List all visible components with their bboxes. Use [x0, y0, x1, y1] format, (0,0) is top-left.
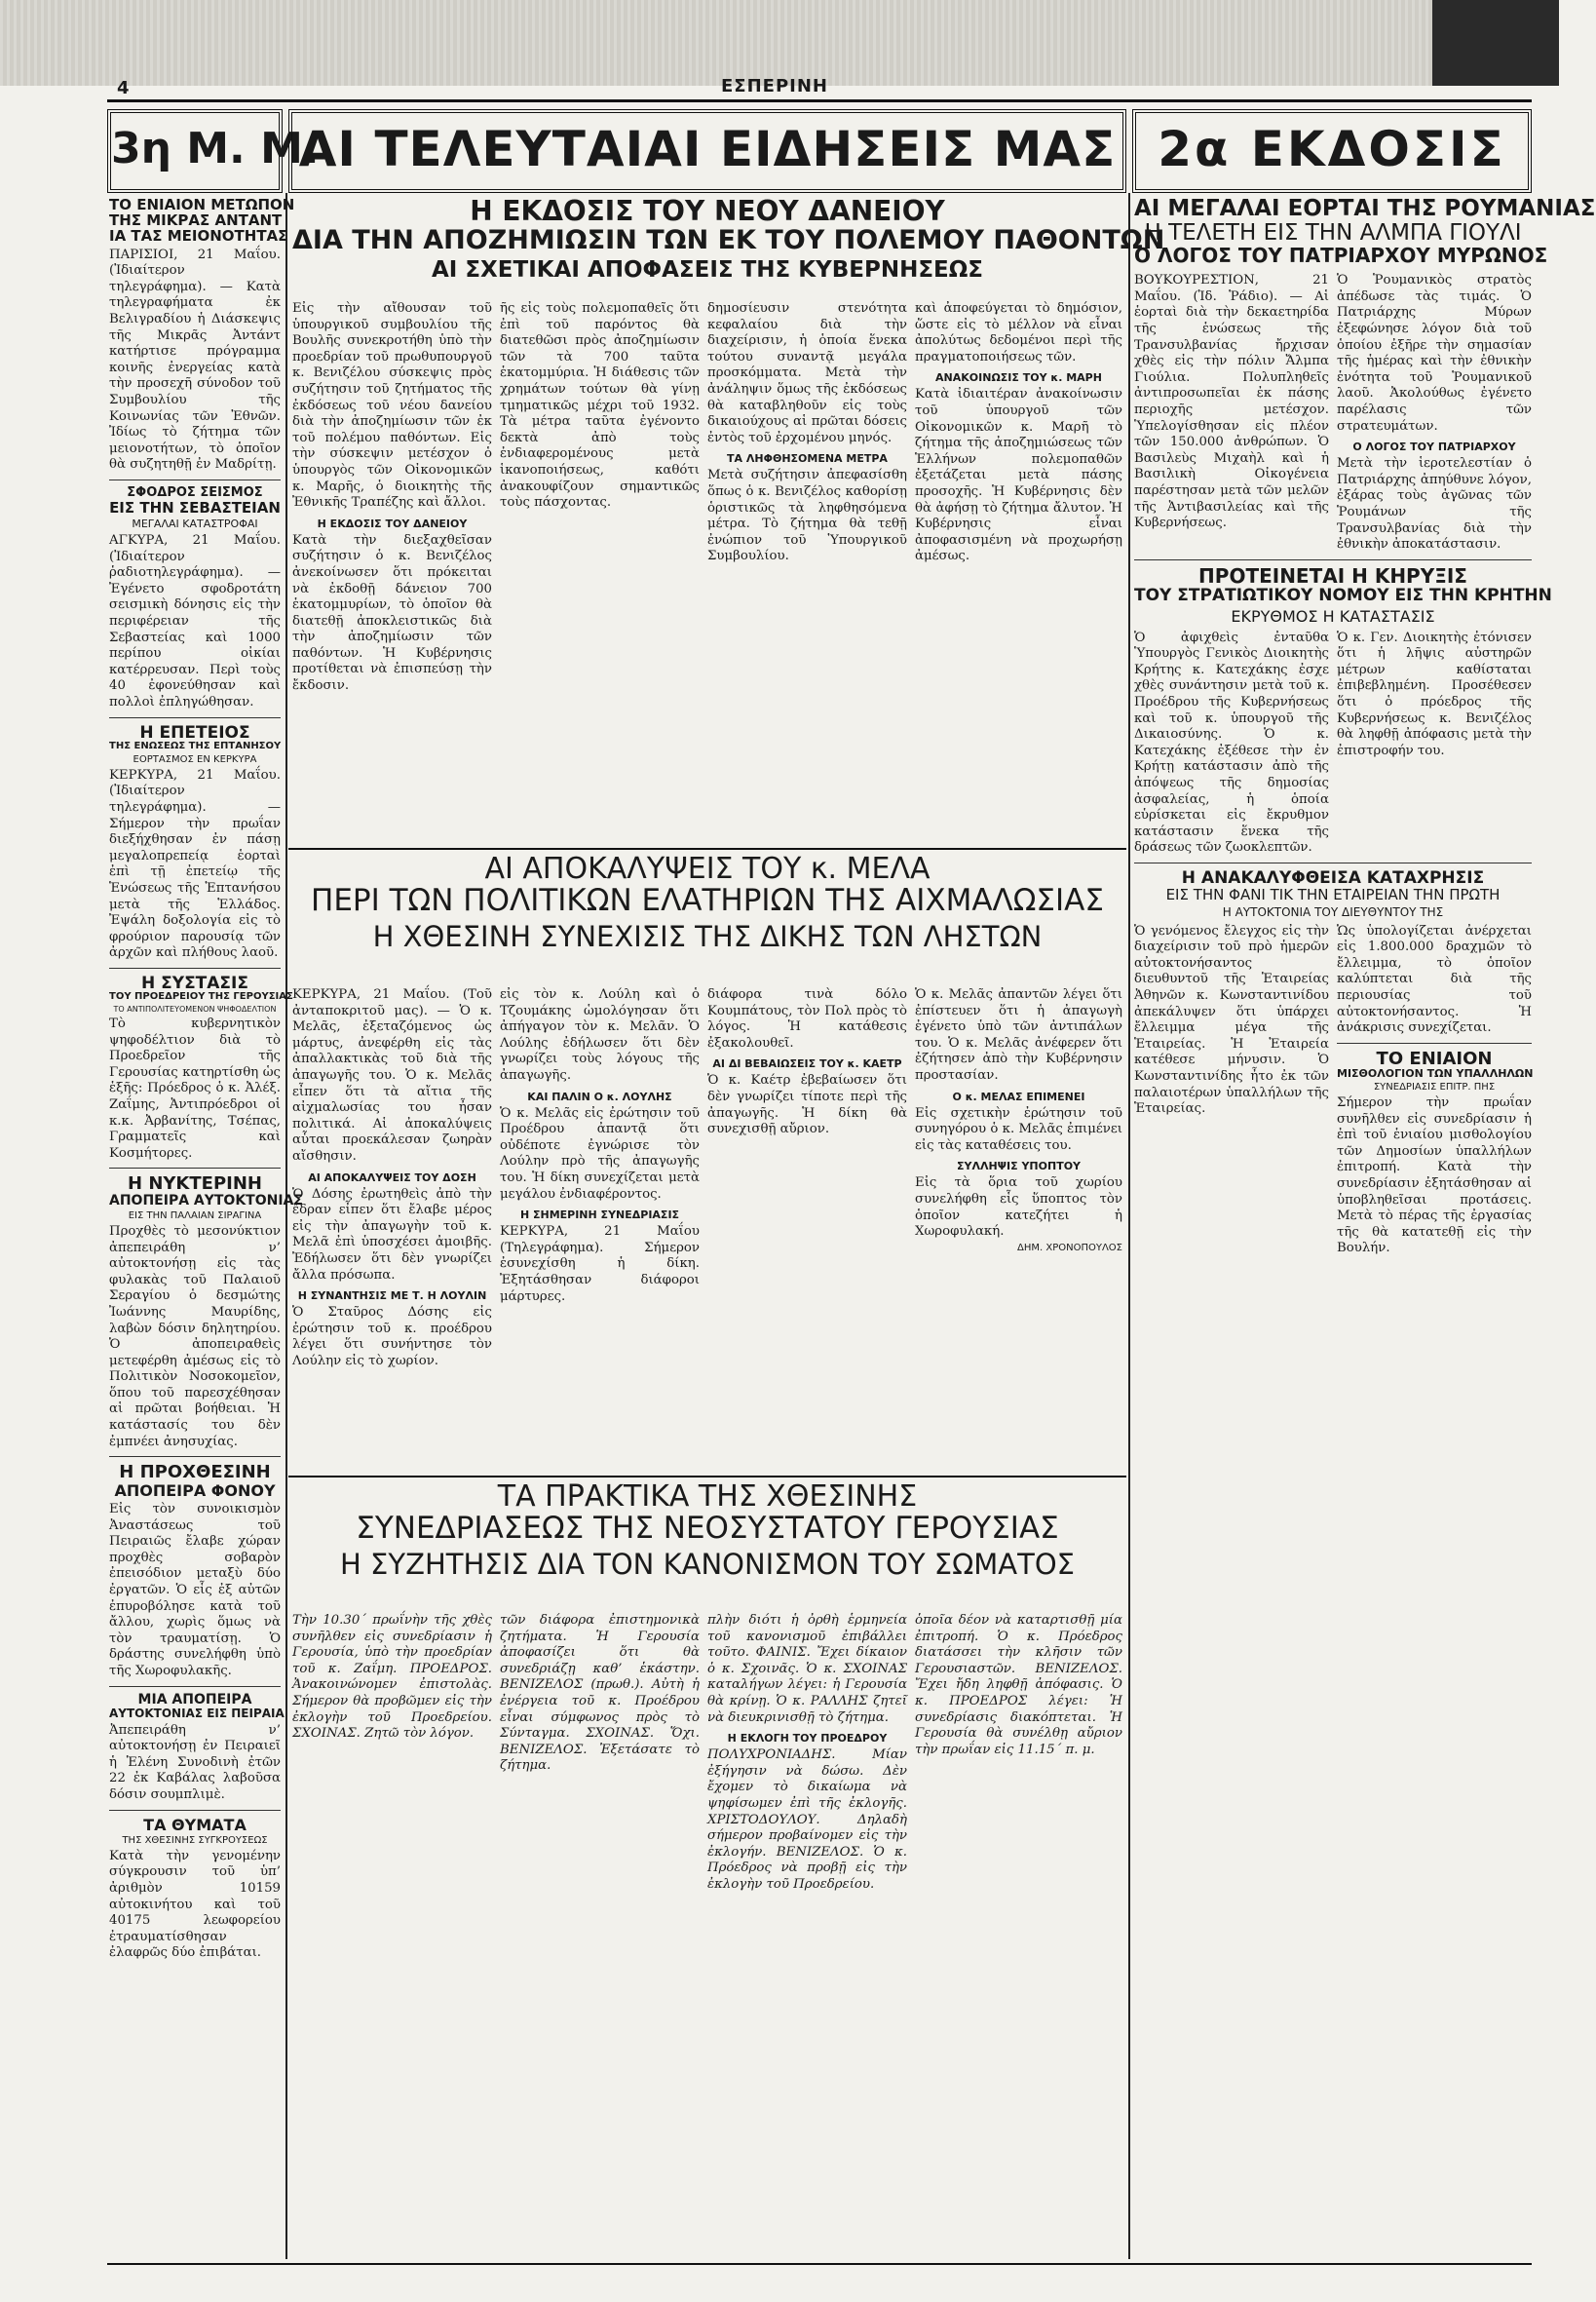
- right-column: [1134, 196, 1596, 2263]
- divider: [109, 1168, 281, 1169]
- right-subcol-d: [1337, 628, 1532, 857]
- center-top-col-4: [915, 298, 1122, 844]
- article-body: πλὴν διότι ἡ ὀρθὴ ἑρμηνεία τοῦ κανονισμοῦ ἐπιβάλλει τοῦτο. ΦΑΙΝΙΣ. Ἔχει δίκαιον ὁ κ. Σχοινᾶς. Ὁ κ. ΣΧΟΙΝΑΣ καταλήγων λέγει: ἡ Γερουσία θὰ κρίνῃ. Ὁ κ. ΡΑΛΛΗΣ ζητεῖ νὰ διευκρινισθῇ τὸ ζήτημα.: [707, 1613, 907, 1725]
- article-title: ΕΙΣ ΤΗΝ ΣΕΒΑΣΤΕΙΑΝ: [109, 498, 281, 517]
- article-body: Μετὰ τὴν ἱεροτελεστίαν ὁ Πατριάρχης ἀπηύθυνε λόγον, ἐξάρας τοὺς ἀγῶνας τῶν Ῥουμάνων τῆς Τρανσυλβανίας διὰ τὴν ἐθνικὴν ἀποκατάστασιν.: [1337, 456, 1532, 553]
- bottom-rule: [107, 2263, 1532, 2265]
- divider: [288, 1476, 1126, 1477]
- article-subtitle: ΣΥΝΕΔΡΙΑΣΙΣ ΕΠΙΤΡ. ΠΗΣ: [1373, 1082, 1496, 1093]
- section-heading: Η ΣΥΝΑΝΤΗΣΙΣ ΜΕ Τ. Η ΛΟΥΛΙΝ: [297, 1289, 487, 1303]
- article-title: ΑΙ ΜΕΓΑΛΑΙ ΕΟΡΤΑΙ ΤΗΣ ΡΟΥΜΑΝΙΑΣ: [1134, 196, 1596, 221]
- right-subcol-c: [1134, 628, 1329, 857]
- article-body: ὁποῖα δέον νὰ καταρτισθῇ μία ἐπιτροπή. Ὁ κ. Πρόεδρος διατάσσει τὴν κλῆσιν τῶν Γερουσιαστῶν. ΒΕΝΙΖΕΛΟΣ. Ἔχει ἤδη ληφθῇ ἀπόφασις. Ὁ κ. ΠΡΟΕΔΡΟΣ λέγει: Ἡ συνεδρίασις διακόπτεται. Ἡ Γερουσία θὰ συνέλθῃ αὔριον τὴν πρωΐαν εἰς 11.15΄ π. μ.: [915, 1613, 1122, 1757]
- article-title: ΤΗΣ ΜΙΚΡΑΣ ΑΝΤΑΝΤ: [109, 211, 283, 230]
- article-body: Ὁ Ῥουμανικὸς στρατὸς ἀπέδωσε τὰς τιμάς. Ὁ Πατριάρχης Μύρων ἐξεφώνησε λόγον διὰ τοῦ ὁποίου ἐξῆρε τὴν σημασίαν τῆς ἡμέρας καὶ τὴν ἐθνικὴν ἑνότητα τοῦ Ῥουμανικοῦ λαοῦ. Ἀκολούθως ἐγένετο παρέλασις τῶν στρατευμάτων.: [1337, 273, 1532, 434]
- article-title: ΑΠΟΠΕΙΡΑ ΦΟΝΟΥ: [114, 1480, 276, 1500]
- article-body: ΚΕΡΚΥΡΑ, 21 Μαΐου. (Τοῦ ἀνταποκριτοῦ μας). — Ὁ κ. Μελᾶς, ἐξεταζόμενος ὡς μάρτυς, ἀνεφέρθη εἰς τὰς ἀπαλλακτικὰς τοῦ διὰ τῆς ἀπαγωγῆς του. Ὁ κ. Μελᾶς εἶπεν ὅτι τὰ αἴτια τῆς αἰχμαλωσίας του ἦσαν πολιτικά. Αἱ ἀποκαλύψεις αὗται προεκάλεσαν ζωηρὰν αἴσθησιν.: [292, 987, 492, 1164]
- divider: [109, 717, 281, 718]
- article-body: Ὁ Δόσης ἐρωτηθεὶς ἀπὸ τὴν ἕδραν εἶπεν ὅτι ἔλαβε μέρος εἰς τὴν ἀπαγωγὴν τοῦ κ. Μελᾶ ἐπὶ ὑποσχέσει ἀμοιβῆς. Ἐδήλωσεν ὅτι δὲν γνωρίζει ἄλλα πρόσωπα.: [292, 1186, 492, 1283]
- section-heading: ΑΝΑΚΟΙΝΩΣΙΣ ΤΟΥ κ. ΜΑΡΗ: [935, 371, 1102, 385]
- section-heading: ΤΑ ΛΗΦΘΗΣΟΜΕΝΑ ΜΕΤΡΑ: [727, 452, 888, 466]
- article-body: τῶν διάφορα ἐπιστημονικὰ ζητήματα. Ἡ Γερουσία ἀποφασίζει ὅτι θὰ συνεδριάζῃ καθ’ ἑκάστην. ΒΕΝΙΖΕΛΟΣ (πρωθ.). Αὐτὴ ἡ ἐνέργεια τοῦ κ. Προέδρου εἶναι σύμφωνος πρὸς τὸ Σύνταγμα. ΣΧΟΙΝΑΣ. Ὅχι. ΒΕΝΙΖΕΛΟΣ. Ἐξετάσατε τὸ ζήτημα.: [500, 1613, 700, 1774]
- banner-center: ΑΙ ΤΕΛΕΥΤΑΙΑΙ ΕΙΔΗΣΕΙΣ ΜΑΣ: [288, 109, 1126, 193]
- article-body: Κατὰ τὴν διεξαχθεῖσαν συζήτησιν ὁ κ. Βενιζέλος ἀνεκοίνωσεν ὅτι πρόκειται νὰ ἐκδοθῇ δάνειον 700 ἑκατομμυρίων, τὸ ὁποῖον θὰ διατεθῇ ἀποκλειστικῶς διὰ τὴν ἀποζημίωσιν τῶν παθόντων. Ἡ Κυβέρνησις προτίθεται νὰ ἐπισπεύσῃ τὴν ἔκδοσιν.: [292, 532, 492, 694]
- right-subcol-e: [1134, 921, 1329, 1257]
- divider: [109, 968, 281, 969]
- divider: [109, 1686, 281, 1687]
- article-subtitle: Η ΑΥΤΟΚΤΟΝΙΑ ΤΟΥ ΔΙΕΥΘΥΝΤΟΥ ΤΗΣ: [1222, 904, 1444, 919]
- article-body: ΒΟΥΚΟΥΡΕΣΤΙΟΝ, 21 Μαΐου. (Ἰδ. Ῥάδιο). — Αἱ ἑορταὶ διὰ τὴν δεκαετηρίδα τῆς ἑνώσεως τῆς Τρανσυλβανίας ἤρχισαν χθὲς εἰς τὴν πόλιν Ἄλμπα Γιούλια. Πολυπληθεῖς ἀντιπροσωπεῖαι ἐκ πάσης περιοχῆς μετέσχον. Ὑπελογίσθησαν εἰς πλέον τῶν 150.000 ἀνθρώπων. Ὁ Βασιλεὺς Μιχαὴλ καὶ ἡ Βασιλικὴ Οἰκογένεια παρέστησαν μετὰ τῶν μελῶν τῆς Ἀντιβασιλείας καὶ τῆς Κυβερνήσεως.: [1134, 273, 1329, 531]
- article-title: Η ΣΥΣΤΑΣΙΣ: [141, 973, 248, 993]
- right-subcol-f: [1337, 921, 1532, 1257]
- bottom-headline: [292, 1481, 1122, 1606]
- article-title: Η ΣΥΖΗΤΗΣΙΣ ΔΙΑ ΤΟΝ ΚΑΝΟΝΙΣΜΟΝ ΤΟΥ ΣΩΜΑΤΟΣ: [340, 1547, 1075, 1581]
- divider: [109, 1456, 281, 1457]
- divider: [288, 848, 1126, 850]
- article-body: ΑΓΚΥΡΑ, 21 Μαΐου. (Ἰδιαίτερον ῥαδιοτηλεγράφημα). — Ἐγένετο σφοδροτάτη σεισμικὴ δόνησις εἰς τὴν περιφέρειαν τῆς Σεβαστείας καὶ 1000 περίπου οἰκίαι κατέρρευσαν. Περὶ τοὺς 40 ἐφονεύθησαν καὶ πολλοὶ ἐπληγώθησαν.: [109, 533, 281, 710]
- article-title: ΙΑ ΤΑΣ ΜΕΙΟΝΟΤΗΤΑΣ: [109, 227, 288, 246]
- article-title: ΤΟΥ ΣΤΡΑΤΙΩΤΙΚΟΥ ΝΟΜΟΥ ΕΙΣ ΤΗΝ ΚΡΗΤΗΝ: [1134, 586, 1552, 606]
- bottom-col-1: [292, 1610, 492, 2253]
- center-top-col-2: [500, 298, 700, 844]
- middle-col-1: [292, 984, 492, 1472]
- bottom-col-3: [707, 1610, 907, 2253]
- article-title: ΔΙΑ ΤΗΝ ΑΠΟΖΗΜΙΩΣΙΝ ΤΩΝ ΕΚ ΤΟΥ ΠΟΛΕΜΟΥ ΠΑΘΟΝΤΩΝ: [292, 225, 1165, 256]
- article-body: Ὁ Σταῦρος Δόσης εἰς ἐρώτησιν τοῦ κ. προέδρου λέγει ὅτι συνήντησε τὸν Λούλην εἰς τὸ χωρίον.: [292, 1305, 492, 1368]
- article-body: Τὴν 10.30΄ πρωΐνὴν τῆς χθὲς συνῆλθεν εἰς συνεδρίασιν ἡ Γερουσία, ὑπὸ τὴν προεδρίαν τοῦ κ. Ζαΐμη. ΠΡΟΕΔΡΟΣ. Ἀνακοινώνομεν ἐπιστολὰς. Σήμερον θὰ προβῶμεν εἰς τὴν ἐκλογὴν τοῦ Προεδρείου. ΣΧΟΙΝΑΣ. Ζητῶ τὸν λόγον.: [292, 1613, 492, 1742]
- author-signature: ΔΗΜ. ΧΡΟΝΟΠΟΥΛΟΣ: [1017, 1242, 1122, 1253]
- article-title: ΑΠΟΠΕΙΡΑ ΑΥΤΟΚΤΟΝΙΑΣ: [109, 1192, 303, 1209]
- article-title: ΤΟ ΕΝΙΑΙΟΝ: [1376, 1048, 1493, 1069]
- article-body: Ὁ κ. Γεν. Διοικητὴς ἐτόνισεν ὅτι ἡ λῆψις αὐστηρῶν μέτρων καθίσταται ἐπιβεβλημένη. Προσέθεσεν ὅτι ὁ πρόεδρος τῆς Κυβερνήσεως κ. Βενιζέλος θὰ ληφθῇ ἀπόφασις μετὰ τὴν ἐπιστροφήν του.: [1337, 630, 1532, 758]
- article-body: Σήμερον τὴν πρωΐαν συνῆλθεν εἰς συνεδρίασιν ἡ ἐπὶ τοῦ ἑνιαίου μισθολογίου τῶν Δημοσίων ὑπαλλήλων ἐπιτροπή. Κατὰ τὴν συνεδρίασιν ἐξητάσθησαν αἱ ὑποβληθεῖσαι προτάσεις. Μετὰ τὸ πέρας τῆς ἐργασίας τῆς θὰ κατατεθῇ εἰς τὴν Βουλήν.: [1337, 1095, 1532, 1256]
- divider: [1337, 1043, 1532, 1044]
- center-top-col-3: [707, 298, 907, 844]
- section-heading: ΑΙ ΑΠΟΚΑΛΥΨΕΙΣ ΤΟΥ ΔΟΣΗ: [308, 1170, 476, 1184]
- article-title: Η ΠΡΟΧΘΕΣΙΝΗ: [119, 1462, 271, 1483]
- article-body: Εἰς τὸν συνοικισμὸν Ἀναστάσεως τοῦ Πειραιῶς ἔλαβε χώραν προχθὲς σοβαρὸν ἐπεισόδιον μεταξὺ δύο ἐργατῶν. Ὁ εἷς ἐξ αὐτῶν ἐπυροβόλησε κατὰ τοῦ ἄλλου, χωρὶς ὅμως νὰ τὸν τραυματίσῃ. Ὁ δράστης συνελήφθη ὑπὸ τῆς Χωροφυλακῆς.: [109, 1501, 281, 1678]
- section-heading: ΚΑΙ ΠΑΛΙΝ Ο κ. ΛΟΥΛΗΣ: [527, 1090, 672, 1103]
- article-body: ΠΟΛΥΧΡΟΝΙΑΔΗΣ. Μίαν ἐξήγησιν νὰ δώσω. Δὲν ἔχομεν τὸ δικαίωμα νὰ ψηφίσωμεν ἐπὶ τῆς ἐκλογῆς. ΧΡΙΣΤΟΔΟΥΛΟΥ. Δηλαδὴ σήμερον προβαίνομεν εἰς τὴν ἐκλογήν. ΒΕΝΙΖΕΛΟΣ. Ὁ κ. Πρόεδρος νὰ προβῇ εἰς τὴν ἐκλογὴν τοῦ Προεδρείου.: [707, 1747, 907, 1892]
- middle-col-3: [707, 984, 907, 1472]
- article-title: Η ΕΚΔΟΣΙΣ ΤΟΥ ΝΕΟΥ ΔΑΝΕΙΟΥ: [470, 195, 945, 227]
- article-title: ΣΥΝΕΔΡΙΑΣΕΩΣ ΤΗΣ ΝΕΟΣΥΣΤΑΤΟΥ ΓΕΡΟΥΣΙΑΣ: [356, 1511, 1059, 1547]
- section-heading: Η ΣΗΜΕΡΙΝΗ ΣΥΝΕΔΡΙΑΣΙΣ: [519, 1209, 680, 1222]
- article-body: Ἀπεπειράθη ν’ αὐτοκτονήσῃ ἐν Πειραιεῖ ἡ Ἑλένη Συνοδινὴ ἐτῶν 22 ἐκ Καβάλας λαβοῦσα δόσιν σουμπλιμὲ.: [109, 1722, 281, 1802]
- banner-left: 3η Μ. Μ.: [107, 109, 283, 193]
- article-title: ΜΙΣΘΟΛΟΓΙΟΝ ΤΩΝ ΥΠΑΛΛΗΛΩΝ: [1337, 1067, 1534, 1081]
- article-title: Ο ΛΟΓΟΣ ΤΟΥ ΠΑΤΡΙΑΡΧΟΥ ΜΥΡΩΝΟΣ: [1134, 243, 1548, 267]
- article-body: ῆς εἰς τοὺς πολεμοπαθεῖς ὅτι ἐπὶ τοῦ παρόντος θὰ διατεθῶσι πρὸς ἀποζημίωσιν τῶν τὰ 700 ταῦτα ἑκατομμύρια. Ἡ διάθεσις τῶν χρημάτων τούτων θὰ γίνῃ τμηματικῶς μέχρι τοῦ 1932. Τὰ μέτρα ταῦτα ἐγένοντο δεκτὰ ἀπὸ τοὺς ἐνδιαφερομένους μετὰ ἱκανοποιήσεως, καθότι ἀνακουφίζουν σημαντικῶς τοὺς πάσχοντας.: [500, 301, 700, 511]
- article-body: ΠΑΡΙΣΙΟΙ, 21 Μαΐου. (Ἰδιαίτερον τηλεγράφημα). — Κατὰ τηλεγραφήματα ἐκ Βελιγραδίου ἡ Διάσκεψις τῆς Μικρᾶς Ἀντάντ κατήρτισε πρόγραμμα κοινῆς ἐνεργείας κατὰ τὴν προσεχῆ σύνοδον τοῦ Συμβουλίου τῆς Κοινωνίας τῶν Ἐθνῶν. Ἰδίως τὸ ζήτημα τῶν μειονοτήτων, τὸ ὁποῖον θὰ συζητηθῇ ἐν Μαδρίτῃ.: [109, 247, 281, 473]
- left-column: [109, 196, 303, 2263]
- article-title: ΤΑ ΘΥΜΑΤΑ: [143, 1815, 247, 1834]
- top-rule: [107, 99, 1532, 102]
- article-body: Κατὰ τὴν γενομένην σύγκρουσιν τοῦ ὑπ’ ἀριθμὸν 10159 αὐτοκινήτου καὶ τοῦ 40175 λεωφορείου ἐτραυματίσθησαν ἐλαφρῶς δύο ἐπιβάται.: [109, 1848, 281, 1961]
- article-body: Ὁ κ. Μελᾶς ἀπαντῶν λέγει ὅτι ἐπίστευεν ὅτι ἡ ἀπαγωγὴ ἐγένετο ὑπὸ τῶν ἀντιπάλων του. Ὁ κ. Μελᾶς ἀνέφερεν ὅτι ἐζήτησεν ἀπὸ τὴν Κυβέρνησιν προστασίαν.: [915, 987, 1122, 1083]
- article-subtitle: ΕΚΡΥΘΜΟΣ Η ΚΑΤΑΣΤΑΣΙΣ: [1231, 606, 1435, 626]
- article-subtitle: ΤΟ ΑΝΤΙΠΟΛΙΤΕΥΟΜΕΝΟΝ ΨΗΦΟΔΕΛΤΙΟΝ: [113, 1005, 277, 1015]
- article-title: Η ΝΥΚΤΕΡΙΝΗ: [128, 1173, 262, 1195]
- article-body: Ὁ κ. Μελᾶς εἰς ἐρώτησιν τοῦ Προέδρου ἀπαντᾷ ὅτι οὐδέποτε ἐγνώρισε τὸν Λούλην πρὸ τῆς ἀπαγωγῆς του. Ἡ δίκη συνεχίζεται μετὰ μεγάλου ἐνδιαφέροντος.: [500, 1105, 700, 1202]
- article-body: διάφορα τινὰ δόλο Κουμπάτους, τὸν Πολ πρὸς τὸ λόγος. Ἡ κατάθεσις ἐξακολουθεῖ.: [707, 987, 907, 1051]
- page-number: 4: [117, 78, 130, 98]
- article-title: ΤΗΣ ΕΝΩΣΕΩΣ ΤΗΣ ΕΠΤΑΝΗΣΟΥ: [109, 740, 282, 751]
- bottom-col-4: [915, 1610, 1122, 2253]
- article-title: ΕΙΣ ΤΗΝ ΦΑΝΙ ΤΙΚ ΤΗΝ ΕΤΑΙΡΕΙΑΝ ΤΗΝ ΠΡΩΤΗ: [1165, 886, 1501, 904]
- banner-right: 2α ΕΚΔΟΣΙΣ: [1132, 109, 1532, 193]
- article-body: Εἰς τὰ ὅρια τοῦ χωρίου συνελήφθη εἷς ὕποπτος τὸν ὁποῖον κατεζήτει ἡ Χωροφυλακή.: [915, 1175, 1122, 1240]
- article-body: εἰς τὸν κ. Λούλη καὶ ὁ Τζουμάκης ὡμολόγησαν ὅτι ἀπήγαγον τὸν κ. Μελᾶν. Ὁ Λούλης ἐδήλωσεν ὅτι δὲν γνωρίζει τοὺς λόγους τῆς ἀπαγωγῆς.: [500, 987, 700, 1083]
- article-body: Ὁ ἀφιχθεὶς ἐνταῦθα Ὑπουργὸς Γενικὸς Διοικητὴς Κρήτης κ. Κατεχάκης ἐσχε χθὲς συνάντησιν μετὰ τοῦ κ. Προέδρου τῆς Κυβερνήσεως καὶ τοῦ κ. ὑπουργοῦ τῆς Δικαιοσύνης. Ὁ κ. Κατεχάκης ἐξέθεσε τὴν ἐν Κρήτῃ κατάστασιν ἀπὸ τῆς ἀπόψεως τῆς δημοσίας ἀσφαλείας, ἡ ὁποία εὑρίσκεται εἰς ἔκρυθμον κατάστασιν ἕνεκα τῆς δράσεως τῶν ζωοκλεπτῶν.: [1134, 630, 1329, 856]
- article-title: ΠΡΟΤΕΙΝΕΤΑΙ Η ΚΗΡΥΞΙΣ: [1198, 563, 1467, 588]
- article-body: δημοσίευσιν στενότητα κεφαλαίου διὰ τὴν διαχείρισιν, ἡ ὁποία ἕνεκα τούτου συναντᾷ μεγάλα προσκόμματα. Μετὰ τὴν ἀνάληψιν ὅμως τῆς ἐκδόσεως θὰ καταβληθοῦν εἰς τοὺς δικαιούχους αἱ πρῶται δόσεις ἐντὸς τοῦ ἐρχομένου μηνός.: [707, 301, 907, 445]
- article-body: καὶ ἀποφεύγεται τὸ δημόσιον, ὥστε εἰς τὸ μέλλον νὰ εἶναι ἀπολύτως δεδομένοι περὶ τῆς πραγματοποιήσεως τῶν.: [915, 301, 1122, 364]
- article-body: Κατὰ ἰδιαιτέραν ἀνακοίνωσιν τοῦ ὑπουργοῦ τῶν Οἰκονομικῶν κ. Μαρῆ τὸ ζήτημα τῆς ἀποζημιώσεως τῶν Ἑλλήνων πολεμοπαθῶν ἐξετάζεται μετὰ πάσης προσοχῆς. Ἡ Κυβέρνησις δὲν θὰ ἀφήσῃ τὸ ζήτημα ἄλυτον. Ἡ Κυβέρνησις εἶναι ἀποφασισμένη νὰ προχωρήσῃ ἀμέσως.: [915, 387, 1122, 564]
- article-title: ΜΙΑ ΑΠΟΠΕΙΡΑ: [137, 1691, 252, 1707]
- middle-headline: [292, 854, 1122, 980]
- middle-col-2: [500, 984, 700, 1472]
- article-title: ΑΙ ΑΠΟΚΑΛΥΨΕΙΣ ΤΟΥ κ. ΜΕΛΑ: [484, 852, 931, 886]
- scan-corner-blot: [1432, 0, 1559, 86]
- section-heading: Ο κ. ΜΕΛΑΣ ΕΠΙΜΕΝΕΙ: [952, 1090, 1085, 1103]
- section-heading: ΑΙ ΔΙ ΒΕΒΑΙΩΣΕΙΣ ΤΟΥ κ. ΚΑΕΤΡ: [712, 1057, 902, 1071]
- col-divider-2: [1128, 193, 1130, 2259]
- article-title: ΑΙ ΣΧΕΤΙΚΑΙ ΑΠΟΦΑΣΕΙΣ ΤΗΣ ΚΥΒΕΡΝΗΣΕΩΣ: [431, 257, 984, 284]
- col-divider-1: [285, 193, 287, 2259]
- article-body: ΚΕΡΚΥΡΑ, 21 Μαΐου (Τηλεγράφημα). Σήμερον ἐσυνεχίσθη ἡ δίκη. Ἐξητάσθησαν διάφοροι μάρτυρες.: [500, 1224, 700, 1304]
- article-subtitle: ΜΕΓΑΛΑΙ ΚΑΤΑΣΤΡΟΦΑΙ: [132, 518, 258, 531]
- article-subtitle: ΕΙΣ ΤΗΝ ΠΑΛΑΙΑΝ ΣΙΡΑΓΙΝΑ: [128, 1209, 262, 1221]
- paper-name: ΕΣΠΕΡΙΝΗ: [721, 76, 828, 96]
- section-heading: Η ΕΚΔΟΣΙΣ ΤΟΥ ΔΑΝΕΙΟΥ: [317, 517, 468, 530]
- bottom-col-2: [500, 1610, 700, 2253]
- article-subtitle: ΕΟΡΤΑΣΜΟΣ ΕΝ ΚΕΡΚΥΡΑ: [133, 753, 257, 765]
- center-top-headline: [292, 195, 1165, 294]
- article-title: Η ΤΕΛΕΤΗ ΕΙΣ ΤΗΝ ΑΛΜΠΑ ΓΙΟΥΛΙ: [1144, 219, 1522, 246]
- middle-col-4: [915, 984, 1122, 1472]
- article-body: Εἰς τὴν αἴθουσαν τοῦ ὑπουργικοῦ συμβουλίου τῆς Βουλῆς συνεκροτήθη ὑπὸ τὴν προεδρίαν τοῦ πρωθυπουργοῦ κ. Βενιζέλου σύσκεψις πρὸς συζήτησιν τοῦ ζητήματος τῆς ἐκδόσεως τοῦ νέου δανείου διὰ τὴν ἀποζημίωσιν τῶν ἐκ τοῦ πολέμου παθόντων. Εἰς τὴν σύσκεψιν μετέσχον ὁ ὑπουργὸς τῶν Οἰκονομικῶν κ. Μαρῆς, ὁ διοικητὴς τῆς Ἐθνικῆς Τραπέζης καὶ ἄλλοι.: [292, 301, 492, 511]
- article-body: Προχθὲς τὸ μεσονύκτιον ἀπεπειράθη ν’ αὐτοκτονήσῃ εἰς τὰς φυλακὰς τοῦ Παλαιοῦ Σεραγίου ὁ δεσμώτης Ἰωάννης Μαυρίδης, λαβὼν δόσιν δηλητηρίου. Ὁ ἀποπειραθεὶς μετεφέρθη ἀμέσως εἰς τὸ Πολιτικὸν Νοσοκομεῖον, ὅπου τοῦ παρεσχέθησαν αἱ πρῶται βοήθειαι. Ἡ κατάστασίς του δὲν ἐμπνέει ἀνησυχίας.: [109, 1223, 281, 1449]
- article-title: ΤΟΥ ΠΡΟΕΔΡΕΙΟΥ ΤΗΣ ΓΕΡΟΥΣΙΑΣ: [109, 991, 293, 1003]
- article-body: Ὁ γενόμενος ἔλεγχος εἰς τὴν διαχείρισιν τοῦ πρὸ ἡμερῶν αὐτοκτονήσαντος διευθυντοῦ τῆς Ἑταιρείας Ἀθηνῶν κ. Κωνσταντινίδου ἀπεκάλυψεν ὅτι ὑπάρχει ἔλλειμμα μέγα τῆς Ἑταιρείας. Ἡ Ἑταιρεία κατέθεσε μήνυσιν. Ὁ Κωνσταντινίδης ἦτο ἐκ τῶν παλαιοτέρων ὑπαλλήλων τῆς Ἑταιρείας.: [1134, 923, 1329, 1117]
- scan-top-border: [0, 0, 1559, 86]
- article-title: ΤΟ ΕΝΙΑΙΟΝ ΜΕΤΩΠΟΝ: [109, 196, 295, 213]
- article-subtitle: ΤΗΣ ΧΘΕΣΙΝΗΣ ΣΥΓΚΡΟΥΣΕΩΣ: [122, 1834, 268, 1846]
- center-top-col-1: [292, 298, 492, 844]
- article-body: Τὸ κυβερνητικὸν ψηφοδέλτιον διὰ τὸ Προεδρεῖον τῆς Γερουσίας κατηρτίσθη ὡς ἑξῆς: Πρόεδρος ὁ κ. Ἀλέξ. Ζαΐμης, Ἀντιπρόεδροι οἱ κ.κ. Ἀρβανίτης, Τσέπας, Γραμματεῖς καὶ Κοσμήτορες.: [109, 1017, 281, 1161]
- article-body: Ὁ κ. Καέτρ ἐβεβαίωσεν ὅτι δὲν γνωρίζει τίποτε περὶ τῆς ἀπαγωγῆς. Ἡ δίκη θὰ συνεχισθῇ αὔριον.: [707, 1073, 907, 1137]
- article-body: ΚΕΡΚΥΡΑ, 21 Μαΐου. (Ἰδιαίτερον τηλεγράφημα). — Σήμερον τὴν πρωΐαν διεξήχθησαν ἐν πάσῃ μεγαλοπρεπείᾳ ἑορταὶ ἐπὶ τῇ ἐπετείῳ τῆς Ἑνώσεως τῆς Ἑπτανήσου μετὰ τῆς Ἑλλάδος. Ἐψάλη δοξολογία εἰς τὸ φρούριον παρουσίᾳ τῶν ἀρχῶν καὶ πλήθους λαοῦ.: [109, 767, 281, 961]
- article-body: Εἰς σχετικὴν ἐρώτησιν τοῦ συνηγόρου ὁ κ. Μελᾶς ἐπιμένει εἰς τὰς καταθέσεις του.: [915, 1105, 1122, 1153]
- article-title: ΣΦΟΔΡΟΣ ΣΕΙΣΜΟΣ: [127, 484, 263, 500]
- article-title: Η ΧΘΕΣΙΝΗ ΣΥΝΕΧΙΣΙΣ ΤΗΣ ΔΙΚΗΣ ΤΩΝ ΛΗΣΤΩΝ: [372, 919, 1043, 953]
- article-title: Η ΕΠΕΤΕΙΟΣ: [139, 722, 250, 743]
- article-title: ΠΕΡΙ ΤΩΝ ΠΟΛΙΤΙΚΩΝ ΕΛΑΤΗΡΙΩΝ ΤΗΣ ΑΙΧΜΑΛΩΣΙΑΣ: [311, 883, 1104, 919]
- right-subcol-a: [1134, 270, 1329, 554]
- right-subcol-b: [1337, 270, 1532, 554]
- article-title: ΤΑ ΠΡΑΚΤΙΚΑ ΤΗΣ ΧΘΕΣΙΝΗΣ: [497, 1479, 918, 1514]
- section-heading: ΣΥΛΛΗΨΙΣ ΥΠΟΠΤΟΥ: [956, 1160, 1082, 1173]
- article-title: ΑΥΤΟΚΤΟΝΙΑΣ ΕΙΣ ΠΕΙΡΑΙΑ: [109, 1706, 285, 1720]
- section-heading: Η ΕΚΛΟΓΗ ΤΟΥ ΠΡΟΕΔΡΟΥ: [727, 1732, 888, 1746]
- article-body: Μετὰ συζήτησιν ἀπεφασίσθη ὅπως ὁ κ. Βενιζέλος καθορίσῃ ὁριστικῶς τὰ ληφθησόμενα μέτρα. Τὸ ζήτημα θὰ τεθῇ ἐνώπιον τοῦ Ὑπουργικοῦ Συμβουλίου.: [707, 468, 907, 564]
- divider: [109, 1810, 281, 1811]
- article-title: Η ΑΝΑΚΑΛΥΦΘΕΙΣΑ ΚΑΤΑΧΡΗΣΙΣ: [1181, 868, 1485, 889]
- article-body: Ὡς ὑπολογίζεται ἀνέρχεται εἰς 1.800.000 δραχμῶν τὸ ἔλλειμμα, τὸ ὁποῖον καλύπτεται διὰ τῆς περιουσίας τοῦ αὐτοκτονήσαντος. Ἡ ἀνάκρισις συνεχίζεται.: [1337, 923, 1532, 1036]
- section-heading: Ο ΛΟΓΟΣ ΤΟΥ ΠΑΤΡΙΑΡΧΟΥ: [1352, 441, 1516, 454]
- divider: [1134, 559, 1532, 560]
